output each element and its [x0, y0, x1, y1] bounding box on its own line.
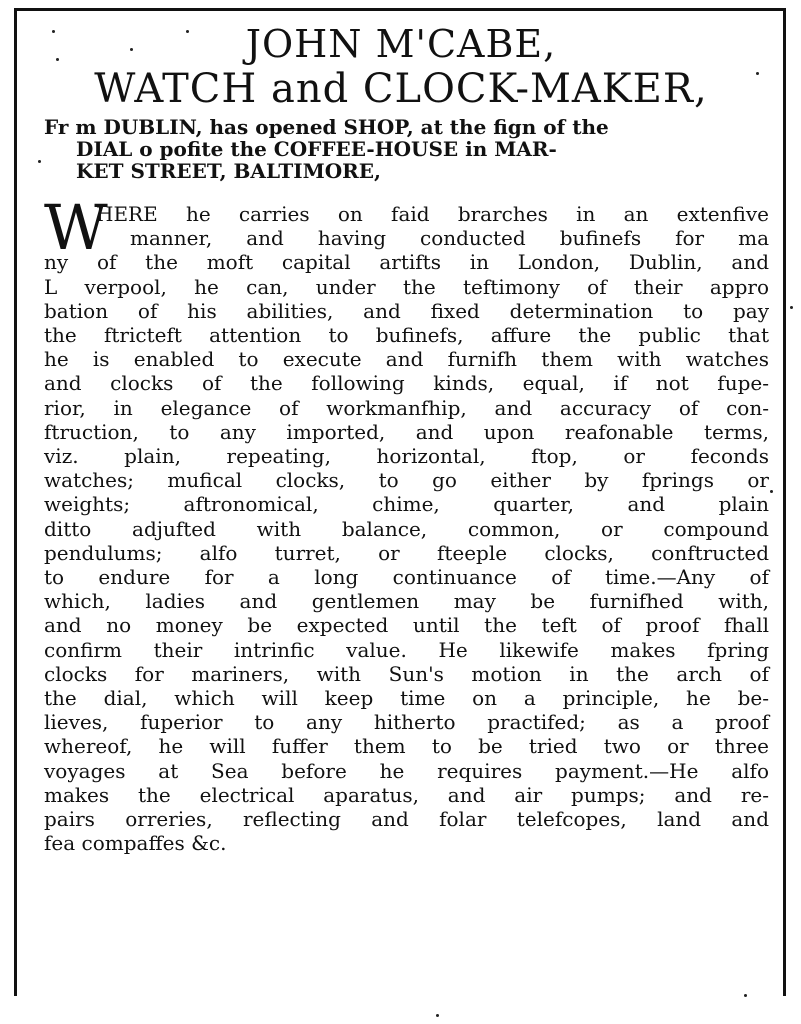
body-line: confirm their intrinfic value. He likewife makes fpring: [44, 637, 769, 662]
body-line: makes the electrical aparatus, and air pumps; and re-: [44, 782, 769, 807]
body-line: pairs orreries, reflecting and folar telefcopes, land and: [44, 807, 769, 832]
body-line: ny of the moft capital artifts in London, Dublin, and: [44, 250, 769, 275]
body-line: watches; mufical clocks, to go either by fprings or: [44, 468, 769, 493]
body-line: the ftricteft attention to bufinefs, affure the public that: [44, 323, 769, 348]
body-line: L verpool, he can, under the teftimony of their appro: [44, 274, 769, 299]
advert-subtitle: WATCH and CLOCK-MAKER,: [94, 66, 708, 112]
print-speck: [436, 1014, 439, 1017]
intro-line: DIAL o pofite the COFFEE-HOUSE in MAR-: [76, 137, 557, 161]
body-line: pendulums; alfo turret, or fteeple clocks, conftructed: [44, 540, 769, 565]
body-line: ditto adjufted with balance, common, or compound: [44, 516, 769, 541]
print-speck: [744, 994, 747, 997]
advert-title: JOHN M'CABE,: [245, 22, 557, 66]
body-line: ftruction, to any imported, and upon reafonable terms,: [44, 419, 769, 444]
body-line: weights; aftronomical, chime, quarter, and plain: [44, 492, 769, 517]
advert-body: [44, 191, 769, 856]
body-line: the dial, which will keep time on a principle, he be-: [44, 686, 769, 711]
body-line: which, ladies and gentlemen may be furnifhed with,: [44, 589, 769, 614]
body-line: rior, in elegance of workmanfhip, and accuracy of con-: [44, 395, 769, 420]
body-line: lieves, fuperior to any hitherto practifed; as a proof: [44, 710, 769, 735]
drop-cap: W: [44, 191, 108, 264]
intro-line: Fr m DUBLIN, has opened SHOP, at the fign of the: [44, 115, 609, 139]
top-border-rule: [14, 8, 786, 11]
intro-line: KET STREET, BALTIMORE,: [76, 159, 381, 183]
body-line: and no money be expected until the teft of proof fhall: [44, 613, 769, 638]
print-speck: [770, 490, 773, 493]
right-border-rule: [783, 8, 786, 996]
body-line: clocks for mariners, with Sun's motion in the arch of: [44, 661, 769, 686]
print-speck: [38, 160, 41, 163]
body-line: and clocks of the following kinds, equal, if not fupe-: [44, 371, 769, 396]
body-line: HERE he carries on faid brarches in an extenfive: [96, 202, 769, 226]
body-line: to endure for a long continuance of time.—Any of: [44, 565, 769, 590]
print-speck: [790, 306, 793, 309]
advert-intro: [44, 116, 769, 182]
body-line: manner, and having conducted bufinefs for ma: [130, 226, 769, 251]
body-line: viz. plain, repeating, horizontal, ftop, or feconds: [44, 444, 769, 469]
body-line: bation of his abilities, and fixed determination to pay: [44, 298, 769, 323]
body-line: he is enabled to execute and furnifh them with watches: [44, 347, 769, 372]
body-line: fea compaffes &c.: [44, 831, 227, 856]
body-line: voyages at Sea before he requires payment.—He alfo: [44, 758, 769, 783]
left-border-rule: [14, 8, 17, 996]
body-line: whereof, he will fuffer them to be tried two or three: [44, 734, 769, 759]
